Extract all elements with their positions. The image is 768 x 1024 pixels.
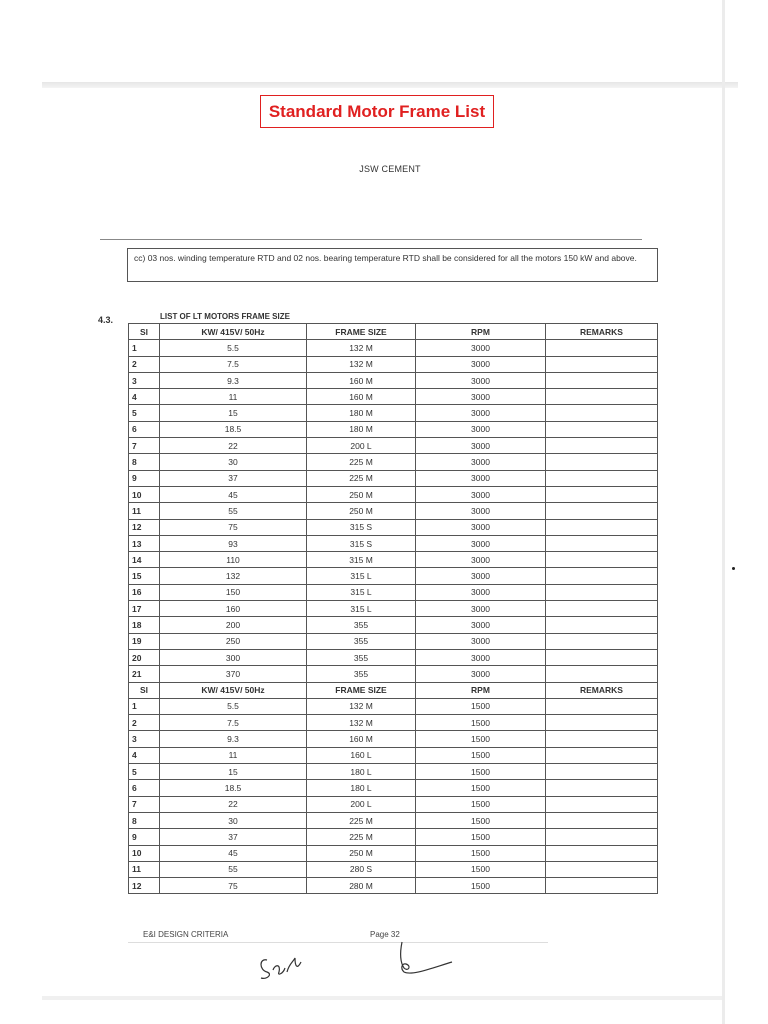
signature-right [392, 938, 462, 980]
cell-kw: 37 [160, 470, 307, 486]
cell-remarks [546, 812, 658, 828]
cell-kw: 300 [160, 649, 307, 665]
company-name: JSW CEMENT [359, 164, 421, 174]
cell-kw: 55 [160, 861, 307, 877]
cell-frame-size: 132 M [307, 715, 416, 731]
cell-rpm: 1500 [416, 698, 546, 714]
cell-kw: 22 [160, 796, 307, 812]
cell-rpm: 3000 [416, 552, 546, 568]
cell-frame-size: 225 M [307, 470, 416, 486]
cell-rpm: 1500 [416, 829, 546, 845]
cell-frame-size: 355 [307, 649, 416, 665]
cell-kw: 45 [160, 845, 307, 861]
cell-kw: 5.5 [160, 698, 307, 714]
cell-rpm: 1500 [416, 780, 546, 796]
cell-frame-size: 180 M [307, 421, 416, 437]
cell-sl: 7 [129, 796, 160, 812]
cell-kw: 160 [160, 601, 307, 617]
cell-sl: 3 [129, 731, 160, 747]
cell-remarks [546, 780, 658, 796]
cell-rpm: 3000 [416, 470, 546, 486]
cell-kw: 75 [160, 519, 307, 535]
table-row [129, 552, 658, 568]
cell-frame-size: 355 [307, 633, 416, 649]
cell-sl: 3 [129, 372, 160, 388]
cell-sl: 14 [129, 552, 160, 568]
cell-sl: 6 [129, 780, 160, 796]
cell-remarks [546, 470, 658, 486]
cell-rpm: 3000 [416, 421, 546, 437]
cell-frame-size: 315 S [307, 519, 416, 535]
cell-frame-size: 250 M [307, 486, 416, 502]
cell-remarks [546, 486, 658, 502]
cell-rpm: 3000 [416, 356, 546, 372]
table-row [129, 731, 658, 747]
table-row [129, 829, 658, 845]
header-kw: KW/ 415V/ 50Hz [160, 324, 307, 340]
table-row [129, 764, 658, 780]
cell-remarks [546, 372, 658, 388]
cell-rpm: 3000 [416, 617, 546, 633]
cell-kw: 75 [160, 878, 307, 894]
page-scan-edge-top [42, 82, 738, 88]
cell-rpm: 1500 [416, 715, 546, 731]
page-scan-edge-right [722, 0, 725, 1024]
cell-remarks [546, 421, 658, 437]
cell-sl: 19 [129, 633, 160, 649]
cell-rpm: 3000 [416, 438, 546, 454]
cell-frame-size: 315 M [307, 552, 416, 568]
cell-remarks [546, 666, 658, 682]
cell-kw: 200 [160, 617, 307, 633]
cell-sl: 9 [129, 470, 160, 486]
section-number: 4.3. [98, 315, 114, 325]
cell-remarks [546, 649, 658, 665]
cell-frame-size: 225 M [307, 812, 416, 828]
header-rpm: RPM [416, 324, 546, 340]
cell-remarks [546, 764, 658, 780]
table-row [129, 666, 658, 682]
cell-kw: 110 [160, 552, 307, 568]
cell-kw: 15 [160, 764, 307, 780]
table-row [129, 405, 658, 421]
header-sl: Sl [129, 324, 160, 340]
table-row [129, 389, 658, 405]
header-remarks: REMARKS [546, 324, 658, 340]
cell-sl: 5 [129, 764, 160, 780]
cell-kw: 5.5 [160, 340, 307, 356]
table-row [129, 845, 658, 861]
signature-left [255, 950, 315, 986]
table-row [129, 503, 658, 519]
cell-frame-size: 315 S [307, 535, 416, 551]
cell-kw: 7.5 [160, 356, 307, 372]
cell-frame-size: 315 L [307, 568, 416, 584]
cell-rpm: 3000 [416, 568, 546, 584]
cell-kw: 250 [160, 633, 307, 649]
cell-sl: 10 [129, 486, 160, 502]
cell-sl: 11 [129, 503, 160, 519]
table-row [129, 796, 658, 812]
cell-sl: 17 [129, 601, 160, 617]
table-row [129, 715, 658, 731]
rpm-1500-header-row [129, 682, 658, 698]
cell-sl: 16 [129, 584, 160, 600]
cell-frame-size: 280 M [307, 878, 416, 894]
cell-frame-size: 160 M [307, 389, 416, 405]
cell-rpm: 1500 [416, 878, 546, 894]
cell-rpm: 3000 [416, 535, 546, 551]
cell-remarks [546, 356, 658, 372]
footer-divider [128, 942, 548, 943]
cell-remarks [546, 552, 658, 568]
cell-sl: 8 [129, 454, 160, 470]
table-row [129, 698, 658, 714]
cell-rpm: 1500 [416, 861, 546, 877]
table-row [129, 356, 658, 372]
cell-sl: 12 [129, 878, 160, 894]
header-sl: Sl [129, 682, 160, 698]
header-frame-size: FRAME SIZE [307, 324, 416, 340]
motor-frame-table [128, 323, 658, 894]
cell-frame-size: 225 M [307, 454, 416, 470]
cell-frame-size: 180 L [307, 764, 416, 780]
cell-remarks [546, 340, 658, 356]
cell-kw: 37 [160, 829, 307, 845]
cell-frame-size: 132 M [307, 340, 416, 356]
cell-frame-size: 160 L [307, 747, 416, 763]
cell-rpm: 3000 [416, 584, 546, 600]
cell-rpm: 3000 [416, 503, 546, 519]
cell-remarks [546, 568, 658, 584]
cell-kw: 15 [160, 405, 307, 421]
cell-frame-size: 132 M [307, 356, 416, 372]
cell-sl: 1 [129, 340, 160, 356]
cell-frame-size: 250 M [307, 845, 416, 861]
header-kw: KW/ 415V/ 50Hz [160, 682, 307, 698]
table-row [129, 421, 658, 437]
table-row [129, 519, 658, 535]
header-divider [100, 239, 642, 240]
cell-rpm: 3000 [416, 649, 546, 665]
cell-remarks [546, 731, 658, 747]
cell-sl: 4 [129, 747, 160, 763]
cell-kw: 18.5 [160, 780, 307, 796]
rtd-note: cc) 03 nos. winding temperature RTD and 02 nos. bearing temperature RTD shall be considered for all the motors 150 kW and above. [127, 248, 658, 282]
cell-sl: 13 [129, 535, 160, 551]
cell-frame-size: 250 M [307, 503, 416, 519]
cell-rpm: 3000 [416, 454, 546, 470]
cell-rpm: 3000 [416, 372, 546, 388]
table-row [129, 878, 658, 894]
table-row [129, 780, 658, 796]
cell-remarks [546, 601, 658, 617]
cell-kw: 370 [160, 666, 307, 682]
cell-kw: 22 [160, 438, 307, 454]
cell-sl: 1 [129, 698, 160, 714]
table-row [129, 617, 658, 633]
cell-rpm: 3000 [416, 519, 546, 535]
cell-frame-size: 315 L [307, 601, 416, 617]
cell-remarks [546, 405, 658, 421]
cell-frame-size: 132 M [307, 698, 416, 714]
cell-remarks [546, 861, 658, 877]
cell-sl: 10 [129, 845, 160, 861]
table-row [129, 584, 658, 600]
table-row [129, 340, 658, 356]
footer-page-number: Page 32 [370, 930, 400, 939]
cell-frame-size: 160 M [307, 372, 416, 388]
cell-remarks [546, 503, 658, 519]
document-title: Standard Motor Frame List [260, 95, 494, 128]
page-scan-edge-bottom [42, 996, 722, 1000]
cell-remarks [546, 796, 658, 812]
header-rpm: RPM [416, 682, 546, 698]
table-row [129, 535, 658, 551]
cell-remarks [546, 747, 658, 763]
table-row [129, 649, 658, 665]
cell-remarks [546, 845, 658, 861]
cell-kw: 7.5 [160, 715, 307, 731]
cell-sl: 12 [129, 519, 160, 535]
cell-frame-size: 160 M [307, 731, 416, 747]
footer-document-name: E&I DESIGN CRITERIA [143, 930, 229, 939]
cell-rpm: 1500 [416, 796, 546, 812]
cell-rpm: 1500 [416, 731, 546, 747]
cell-frame-size: 355 [307, 666, 416, 682]
cell-sl: 2 [129, 715, 160, 731]
cell-sl: 11 [129, 861, 160, 877]
table-row [129, 861, 658, 877]
cell-sl: 5 [129, 405, 160, 421]
cell-kw: 30 [160, 454, 307, 470]
cell-remarks [546, 389, 658, 405]
cell-kw: 30 [160, 812, 307, 828]
header-frame-size: FRAME SIZE [307, 682, 416, 698]
scan-speck [732, 567, 735, 570]
cell-sl: 6 [129, 421, 160, 437]
cell-kw: 11 [160, 389, 307, 405]
cell-sl: 7 [129, 438, 160, 454]
table-row [129, 438, 658, 454]
cell-kw: 9.3 [160, 372, 307, 388]
cell-sl: 8 [129, 812, 160, 828]
cell-sl: 2 [129, 356, 160, 372]
cell-remarks [546, 878, 658, 894]
table-row [129, 601, 658, 617]
cell-sl: 18 [129, 617, 160, 633]
cell-remarks [546, 584, 658, 600]
cell-rpm: 3000 [416, 666, 546, 682]
motor-frame-table-body [129, 324, 658, 894]
table-row [129, 568, 658, 584]
cell-rpm: 3000 [416, 633, 546, 649]
cell-kw: 45 [160, 486, 307, 502]
cell-kw: 150 [160, 584, 307, 600]
cell-sl: 4 [129, 389, 160, 405]
table-row [129, 372, 658, 388]
cell-rpm: 3000 [416, 486, 546, 502]
table-row [129, 470, 658, 486]
cell-rpm: 1500 [416, 747, 546, 763]
cell-remarks [546, 633, 658, 649]
cell-frame-size: 355 [307, 617, 416, 633]
cell-frame-size: 180 M [307, 405, 416, 421]
cell-sl: 21 [129, 666, 160, 682]
cell-remarks [546, 535, 658, 551]
table-row [129, 812, 658, 828]
cell-remarks [546, 829, 658, 845]
cell-remarks [546, 617, 658, 633]
cell-frame-size: 200 L [307, 796, 416, 812]
table-row [129, 486, 658, 502]
cell-kw: 18.5 [160, 421, 307, 437]
cell-kw: 132 [160, 568, 307, 584]
cell-rpm: 3000 [416, 389, 546, 405]
table-row [129, 633, 658, 649]
cell-frame-size: 200 L [307, 438, 416, 454]
cell-remarks [546, 698, 658, 714]
cell-kw: 93 [160, 535, 307, 551]
cell-frame-size: 180 L [307, 780, 416, 796]
section-title: LIST OF LT MOTORS FRAME SIZE [160, 312, 290, 321]
cell-frame-size: 280 S [307, 861, 416, 877]
cell-remarks [546, 519, 658, 535]
cell-rpm: 1500 [416, 845, 546, 861]
cell-rpm: 1500 [416, 812, 546, 828]
cell-sl: 20 [129, 649, 160, 665]
cell-rpm: 1500 [416, 764, 546, 780]
cell-remarks [546, 438, 658, 454]
table-row [129, 747, 658, 763]
cell-sl: 9 [129, 829, 160, 845]
cell-kw: 55 [160, 503, 307, 519]
cell-frame-size: 225 M [307, 829, 416, 845]
cell-sl: 15 [129, 568, 160, 584]
cell-remarks [546, 715, 658, 731]
table-row [129, 454, 658, 470]
cell-rpm: 3000 [416, 405, 546, 421]
rpm-3000-header-row [129, 324, 658, 340]
cell-kw: 11 [160, 747, 307, 763]
cell-frame-size: 315 L [307, 584, 416, 600]
cell-remarks [546, 454, 658, 470]
cell-rpm: 3000 [416, 601, 546, 617]
cell-kw: 9.3 [160, 731, 307, 747]
header-remarks: REMARKS [546, 682, 658, 698]
cell-rpm: 3000 [416, 340, 546, 356]
